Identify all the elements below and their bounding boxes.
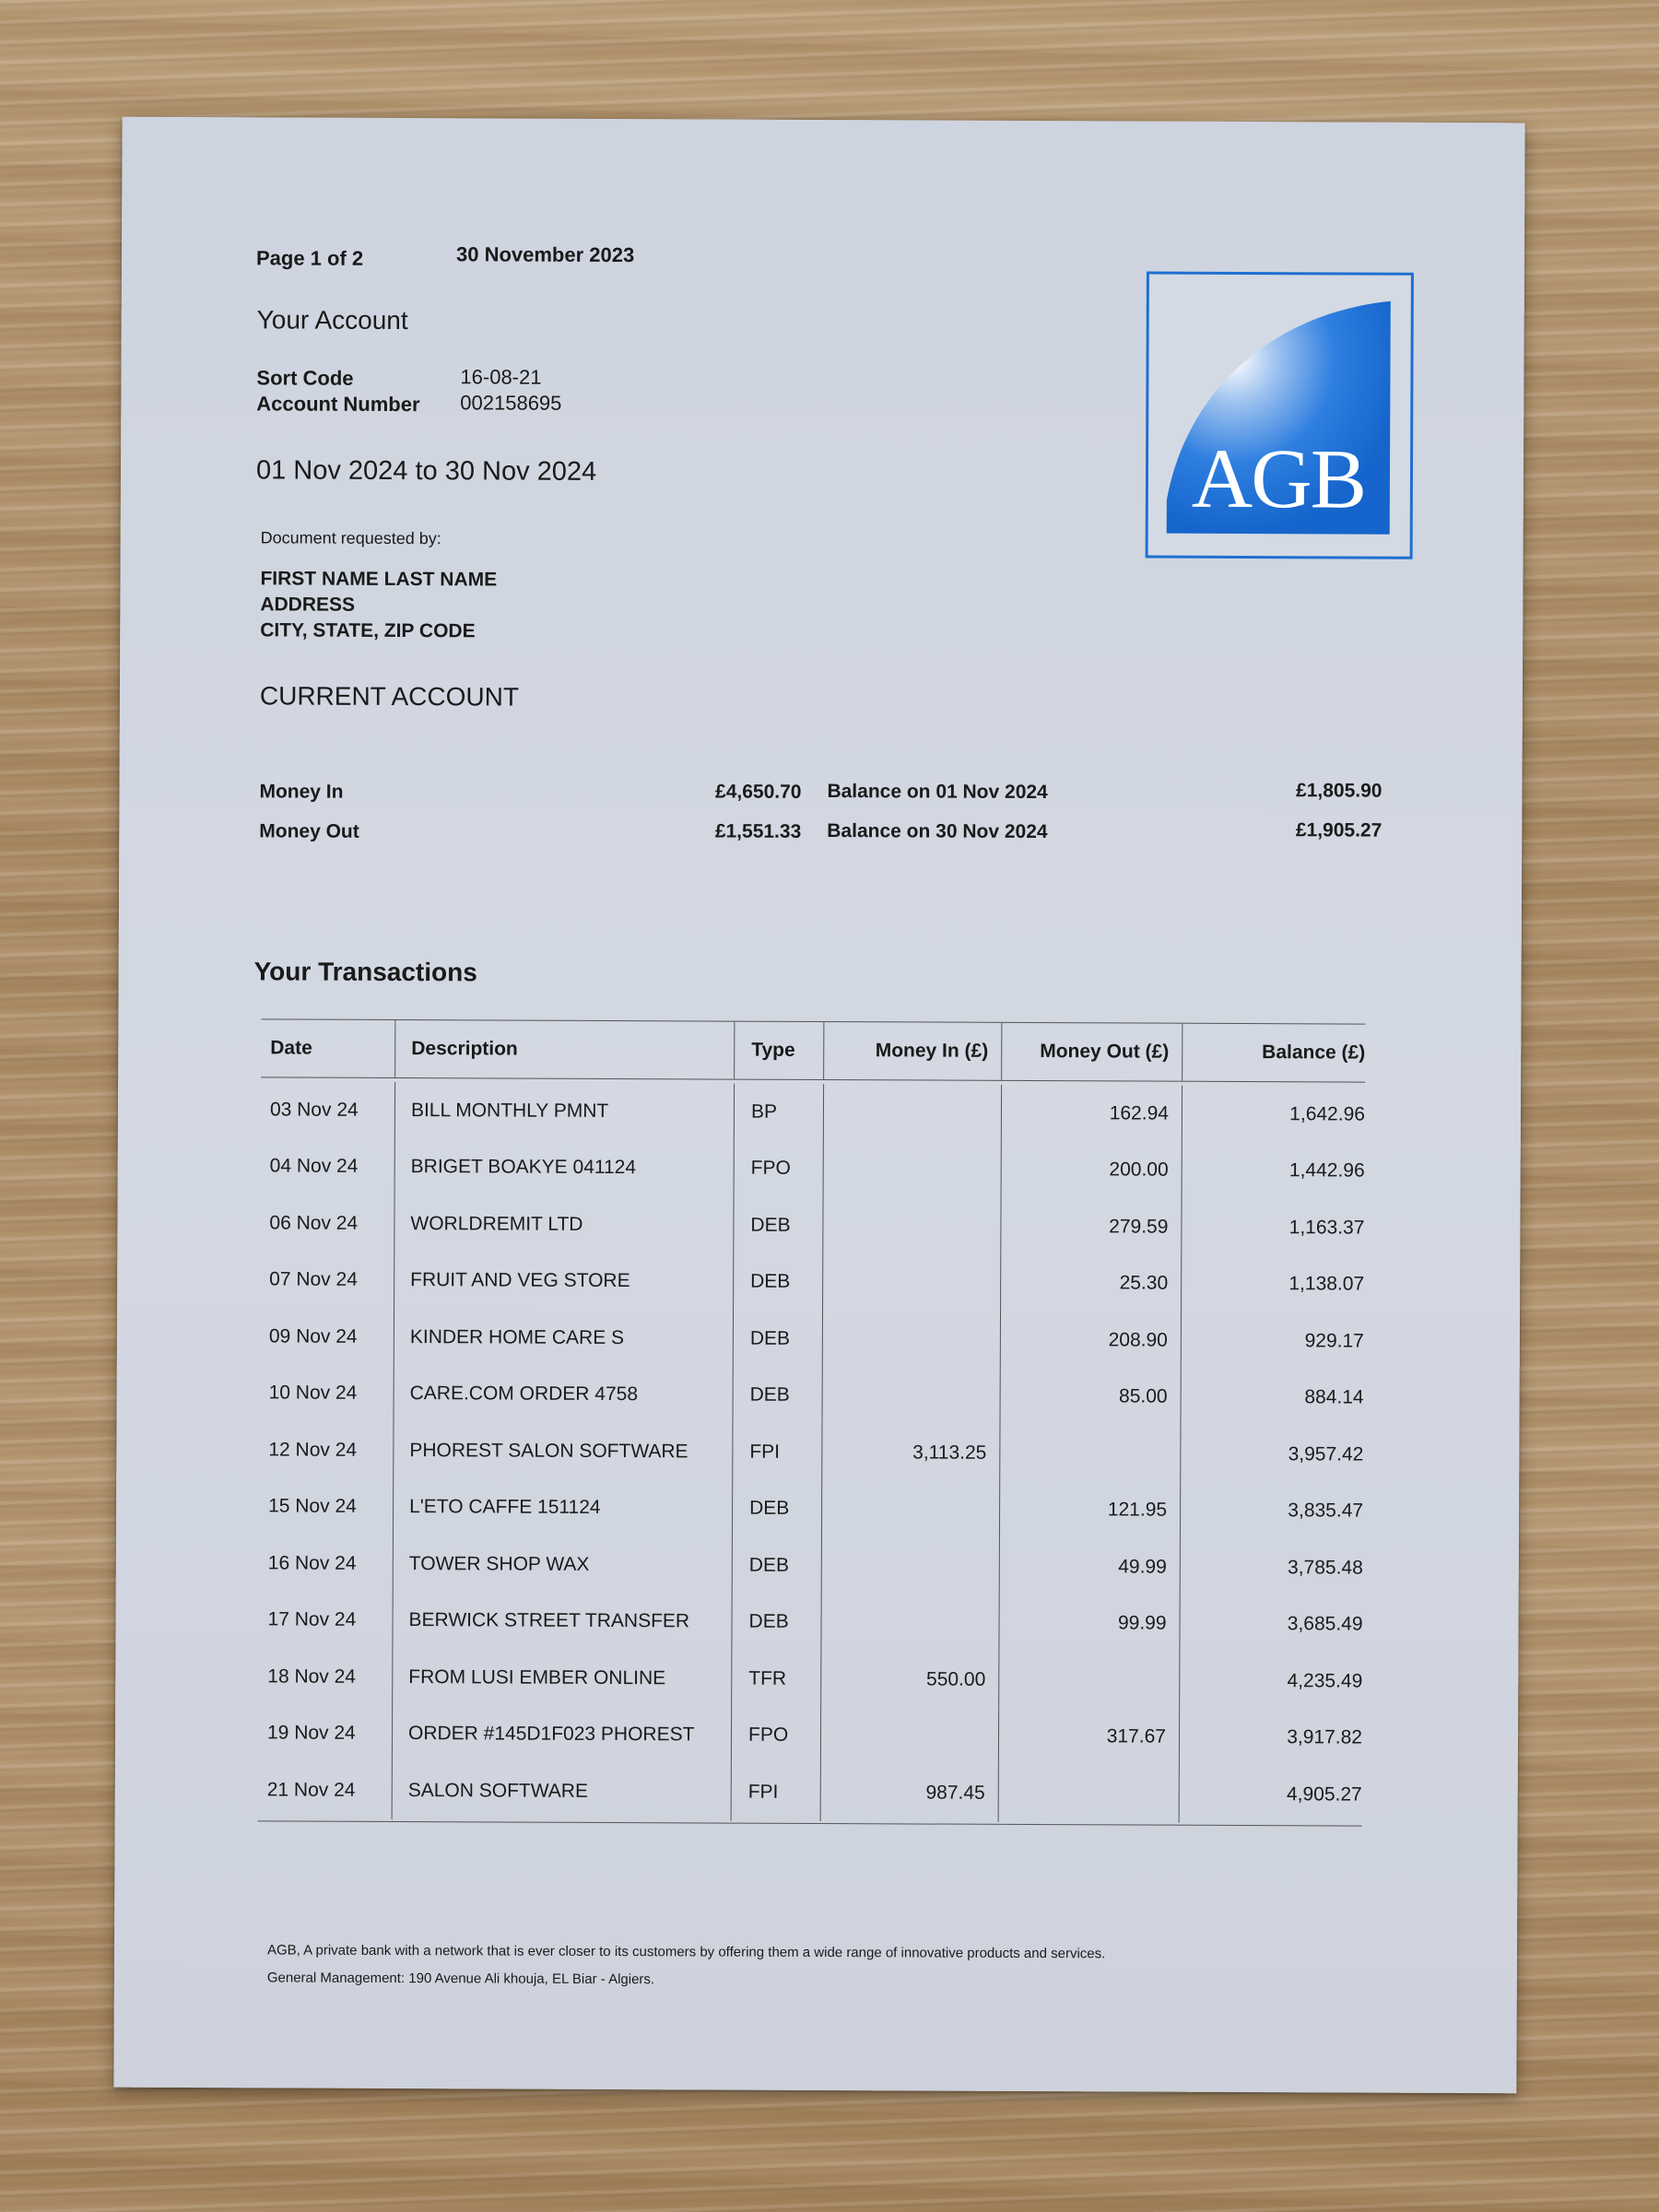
cell-balance: 929.17 [1304, 1330, 1364, 1352]
table-row [260, 1308, 1364, 1370]
balance-end-value: £1,905.27 [1295, 819, 1382, 841]
cell-money-in: 987.45 [821, 1764, 999, 1821]
cell-money-out: 200.00 [1002, 1141, 1182, 1198]
cell-date: 16 Nov 24 [259, 1535, 394, 1592]
cell-balance: 1,163.37 [1288, 1216, 1365, 1239]
transactions-table [258, 1018, 1366, 1826]
column-header-balance: Balance (£) [1262, 1041, 1366, 1064]
column-header-description: Description [395, 1020, 735, 1079]
cell-balance: 4,235.49 [1287, 1669, 1363, 1692]
cell-type: DEB [733, 1480, 822, 1537]
table-row [258, 1648, 1362, 1710]
page-number: Page 1 of 2 [255, 246, 364, 270]
cell-money-in [822, 1368, 1000, 1425]
table-row [260, 1194, 1364, 1256]
cell-type: DEB [733, 1367, 822, 1424]
table-row [259, 1421, 1363, 1483]
table-row [261, 1081, 1365, 1143]
cell-type: DEB [734, 1253, 823, 1311]
cell-balance: 3,957.42 [1288, 1442, 1364, 1465]
cell-money-in [824, 1084, 1002, 1141]
cell-description: BILL MONTHLY PMNT [395, 1082, 735, 1140]
cell-type: FPI [732, 1764, 821, 1821]
statement-period: 01 Nov 2024 to 30 Nov 2024 [255, 455, 597, 487]
cell-balance: 3,835.47 [1288, 1500, 1364, 1522]
table-header [261, 1019, 1365, 1082]
statement-page [113, 117, 1524, 2094]
cell-money-in [821, 1594, 999, 1652]
cell-description: CARE.COM ORDER 4758 [394, 1365, 733, 1423]
cell-money-out [1000, 1425, 1181, 1482]
cell-money-out: 25.30 [1001, 1254, 1182, 1312]
cell-money-in [823, 1197, 1001, 1254]
sort-code-value: 16-08-21 [460, 365, 542, 389]
requester-street: ADDRESS [260, 594, 356, 616]
requester-address [260, 566, 497, 644]
cell-description: BRIGET BOAKYE 041124 [395, 1138, 735, 1196]
cell-balance: 3,685.49 [1287, 1613, 1363, 1635]
cell-money-out: 162.94 [1002, 1085, 1182, 1142]
cell-money-in [823, 1254, 1001, 1312]
requested-by-label: Document requested by: [260, 528, 441, 548]
sort-code-label: Sort Code [256, 366, 354, 390]
table-row [259, 1535, 1363, 1596]
cell-money-out: 208.90 [1001, 1312, 1182, 1369]
cell-money-out: 99.99 [999, 1594, 1180, 1652]
cell-money-in: 550.00 [821, 1651, 999, 1708]
cell-balance: 884.14 [1304, 1386, 1364, 1408]
cell-type: FPI [733, 1424, 822, 1481]
cell-type: TFR [732, 1651, 821, 1708]
cell-date: 12 Nov 24 [259, 1421, 394, 1478]
money-in-label: Money In [259, 781, 344, 803]
table-row [258, 1761, 1362, 1823]
footer-bank-description: AGB, A private bank with a network that is ever closer to its customers by offering them a wide range of innovative products and services. [266, 1942, 1106, 1962]
cell-type: DEB [732, 1594, 821, 1651]
footer-address: General Management: 190 Avenue Ali khouja, EL Biar - Algiers. [266, 1970, 655, 1988]
cell-description: TOWER SHOP WAX [394, 1535, 733, 1594]
cell-balance: 3,785.48 [1288, 1556, 1363, 1579]
cell-description: WORLDREMIT LTD [394, 1195, 734, 1253]
cell-money-in [823, 1311, 1001, 1368]
cell-date: 17 Nov 24 [258, 1592, 393, 1649]
cell-money-in [822, 1481, 1000, 1538]
column-header-money-out: Money Out (£) [1002, 1023, 1182, 1081]
account-number-value: 002158695 [460, 391, 562, 415]
cell-type: DEB [734, 1197, 823, 1254]
transactions-title: Your Transactions [253, 957, 477, 987]
cell-balance: 4,905.27 [1286, 1783, 1362, 1806]
agb-logo-text: AGB [1191, 430, 1366, 526]
balance-start-label: Balance on 01 Nov 2024 [827, 781, 1048, 804]
cell-date: 06 Nov 24 [260, 1194, 394, 1252]
cell-date: 03 Nov 24 [261, 1081, 395, 1138]
table-row [259, 1365, 1363, 1427]
cell-balance: 1,642.96 [1289, 1102, 1366, 1125]
cell-money-out: 279.59 [1001, 1198, 1182, 1255]
cell-money-out [999, 1652, 1180, 1709]
cell-money-in [822, 1537, 1000, 1594]
account-number-label: Account Number [256, 392, 420, 417]
cell-description: SALON SOFTWARE [393, 1762, 732, 1820]
cell-money-out: 85.00 [1000, 1368, 1181, 1425]
cell-date: 09 Nov 24 [260, 1308, 394, 1365]
cell-date: 15 Nov 24 [259, 1478, 394, 1535]
money-out-label: Money Out [259, 820, 359, 842]
cell-money-out: 317.67 [999, 1708, 1180, 1765]
column-header-type: Type [735, 1022, 824, 1079]
cell-balance: 3,917.82 [1287, 1726, 1363, 1748]
cell-type: FPO [732, 1707, 821, 1764]
cell-date: 19 Nov 24 [258, 1705, 393, 1762]
cell-description: FRUIT AND VEG STORE [394, 1252, 734, 1310]
cell-balance: 1,138.07 [1288, 1273, 1365, 1295]
column-header-date: Date [261, 1019, 395, 1077]
requester-city: CITY, STATE, ZIP CODE [260, 619, 476, 642]
agb-logo [1146, 272, 1414, 559]
table-row [260, 1252, 1364, 1313]
cell-money-in [824, 1141, 1002, 1198]
section-title: Your Account [256, 305, 408, 335]
money-in-value: £4,650.70 [714, 781, 802, 803]
cell-date: 04 Nov 24 [261, 1138, 395, 1195]
statement-date: 30 November 2023 [455, 242, 635, 267]
table-body [258, 1077, 1366, 1825]
cell-balance: 1,442.96 [1288, 1159, 1365, 1182]
money-out-value: £1,551.33 [714, 820, 802, 842]
cell-description: PHOREST SALON SOFTWARE [394, 1422, 733, 1480]
cell-description: ORDER #145D1F023 PHOREST [393, 1705, 732, 1763]
balance-end-label: Balance on 30 Nov 2024 [827, 820, 1048, 843]
cell-date: 18 Nov 24 [258, 1648, 393, 1705]
cell-type: DEB [734, 1311, 823, 1368]
requester-name: FIRST NAME LAST NAME [260, 568, 498, 591]
cell-date: 07 Nov 24 [260, 1252, 394, 1309]
cell-date: 10 Nov 24 [259, 1365, 394, 1422]
cell-date: 21 Nov 24 [258, 1761, 393, 1818]
table-row [259, 1478, 1363, 1540]
cell-description: FROM LUSI EMBER ONLINE [393, 1649, 732, 1707]
balance-start-value: £1,805.90 [1296, 780, 1382, 802]
table-row [261, 1138, 1365, 1200]
cell-description: L'ETO CAFFE 151124 [394, 1478, 733, 1536]
cell-description: BERWICK STREET TRANSFER [393, 1592, 732, 1650]
cell-description: KINDER HOME CARE S [394, 1309, 734, 1367]
cell-money-out [999, 1765, 1180, 1822]
cell-money-out: 121.95 [1000, 1481, 1181, 1538]
table-row [258, 1705, 1362, 1767]
cell-money-in [821, 1708, 999, 1765]
cell-type: BP [735, 1084, 824, 1141]
column-header-money-in: Money In (£) [824, 1022, 1002, 1080]
table-row [258, 1592, 1362, 1653]
cell-type: DEB [733, 1537, 822, 1594]
account-type: CURRENT ACCOUNT [259, 681, 520, 712]
cell-money-out: 49.99 [1000, 1538, 1181, 1595]
cell-money-in: 3,113.25 [822, 1424, 1000, 1481]
cell-type: FPO [735, 1140, 824, 1197]
